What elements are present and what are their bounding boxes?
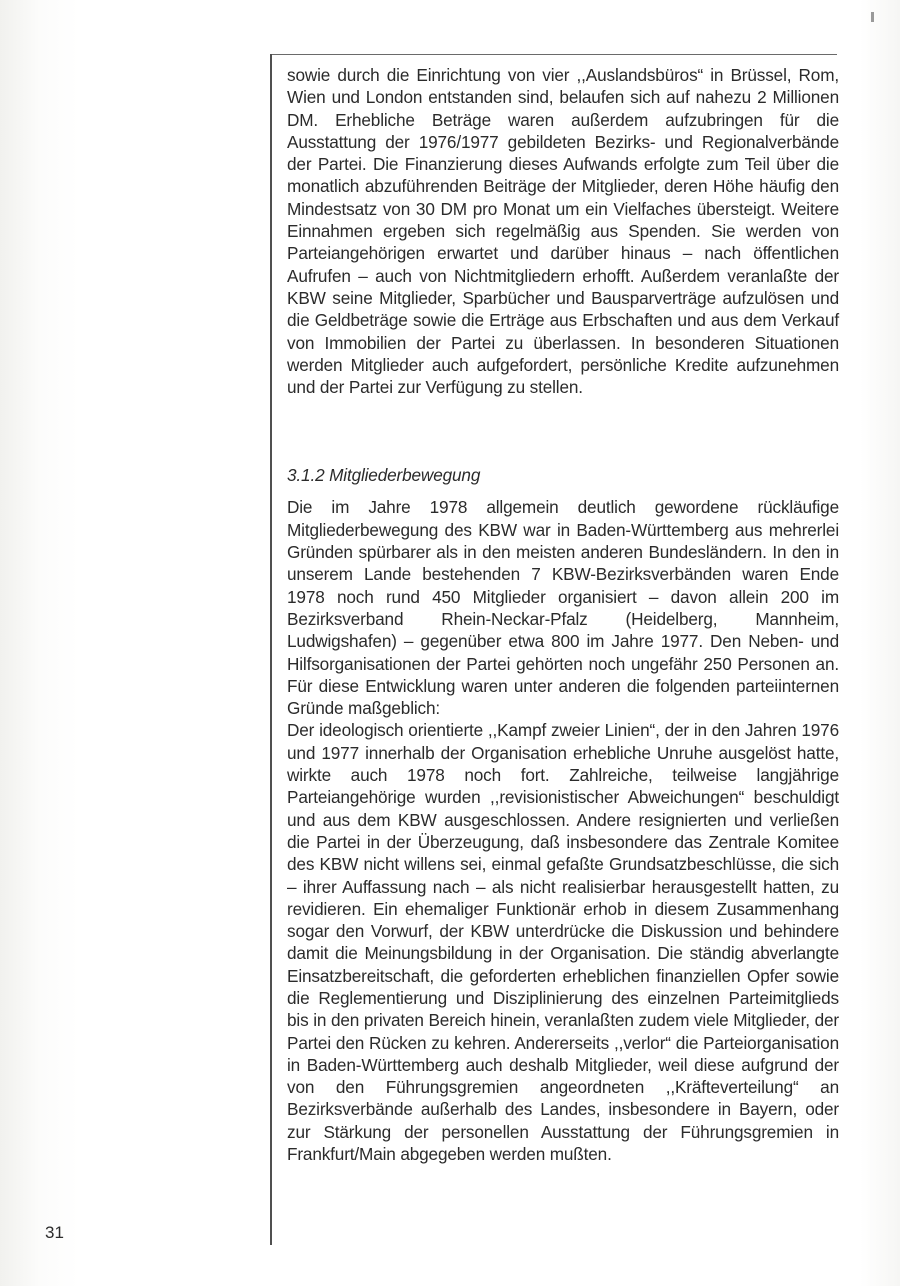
top-rule xyxy=(270,54,837,55)
text-column xyxy=(287,64,839,1165)
body-paragraph: Der ideologisch orientierte ,,Kampf zweier Linien“, der in den Jahren 1976 und 1977 innerhalb der Organisation erhebliche Unruhe ausgelöst hatte, wirkte auch 1978 noch fort. Zahlreiche, teilweise langjährige Parteiangehörige wurden ,,revisionistischer Abweichungen“ beschuldigt und aus dem KBW ausgeschlossen. Andere resignierten und verließen die Partei in der Überzeugung, daß insbesondere das Zentrale Komitee des KBW nicht willens sei, einmal gefaßte Grundsatzbeschlüsse, die sich – ihrer Auffassung nach – als nicht realisierbar herausgestellt hatten, zu revidieren. Ein ehemaliger Funktionär erhob in diesem Zusammenhang sogar den Vorwurf, der KBW unterdrücke die Diskussion und behindere damit die Meinungsbildung in der Organisation. Die ständig abverlangte Einsatzbereitschaft, die geforderten erheblichen finanziellen Opfer sowie die Reglementierung und Disziplinierung des einzelnen Parteimitglieds bis in den privaten Bereich hinein, veranlaßten zudem viele Mitglieder, der Partei den Rücken zu kehren. Andererseits ,,verlor“ die Parteiorganisation in Baden-Württemberg auch deshalb Mitglieder, weil diese aufgrund der von den Führungsgremien angeordneten ,,Kräfteverteilung“ an Bezirksverbände außerhalb des Landes, insbesondere in Bayern, oder zur Stärkung der personellen Ausstattung der Führungsgremien in Frankfurt/Main abgegeben werden mußten. xyxy=(287,720,839,1165)
body-paragraph: sowie durch die Einrichtung von vier ,,Auslandsbüros“ in Brüssel, Rom, Wien und London entstanden sind, belaufen sich auf nahezu 2 Millionen DM. Erhebliche Beträge waren außerdem aufzubringen für die Ausstattung der 1976/1977 gebildeten Bezirks- und Regionalverbände der Partei. Die Finanzierung dieses Aufwands erfolgte zum Teil über die monatlich abzuführenden Beiträge der Mitglieder, deren Höhe häufig den Mindestsatz von 30 DM pro Monat um ein Vielfaches übersteigt. Weitere Einnahmen ergeben sich regelmäßig aus Spenden. Sie werden von Parteiangehörigen erwartet und darüber hinaus – nach öffentlichen Aufrufen – auch von Nichtmitgliedern erhofft. Außerdem veranlaßte der KBW seine Mitglieder, Sparbücher und Bausparverträge aufzulösen und die Geldbeträge sowie die Erträge aus Erbschaften und aus dem Verkauf von Immobilien der Partei zu überlassen. In besonderen Situationen werden Mitglieder auch aufgefordert, persönliche Kredite aufzunehmen und der Partei zur Verfügung zu stellen. xyxy=(287,65,839,398)
page-number: 31 xyxy=(45,1223,64,1242)
scan-mark xyxy=(871,12,874,22)
section-heading: 3.1.2 Mitgliederbewegung xyxy=(287,465,481,486)
body-paragraph: Die im Jahre 1978 allgemein deutlich gewordene rückläufige Mitgliederbewegung des KBW war in Baden-Württemberg aus mehrerlei Gründen spürbarer als in den meisten anderen Bundesländern. In den in unserem Lande bestehenden 7 KBW-Bezirksverbänden waren Ende 1978 noch rund 450 Mitglieder organisiert – davon allein 200 im Bezirksverband Rhein-Neckar-Pfalz (Heidelberg, Mannheim, Ludwigshafen) – gegenüber etwa 800 im Jahre 1977. Den Neben- und Hilfsorganisationen der Partei gehörten noch ungefähr 250 Personen an. Für diese Entwicklung waren unter anderen die folgenden parteiinternen Gründe maßgeblich: xyxy=(287,497,839,719)
left-margin-rule xyxy=(270,54,272,1245)
